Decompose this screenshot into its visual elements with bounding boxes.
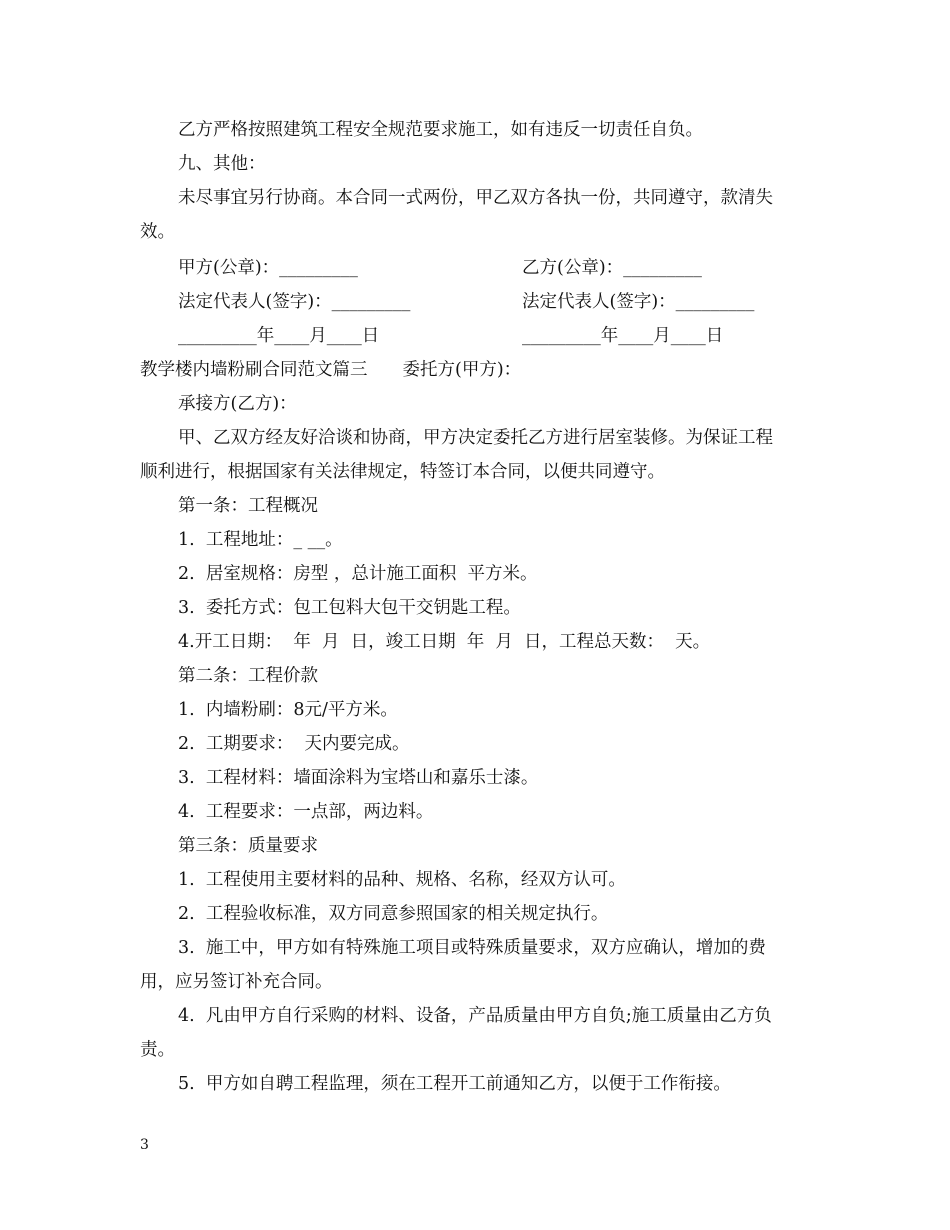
section-heading: 九、其他： (178, 154, 266, 174)
page-number: 3 (140, 1137, 149, 1153)
list-item: 4.开工日期： 年 月 日，竣工日期 年 月 日，工程总天数： 天。 (178, 632, 711, 652)
list-item: 1. 工程地址：_ __。 (178, 530, 343, 550)
list-item: 2. 居室规格：房型 ，总计施工面积 平方米。 (178, 564, 538, 584)
list-item: 4. 工程要求：一点部，两边料。 (178, 802, 434, 822)
list-item: 5. 甲方如自聘工程监理，须在工程开工前通知乙方，以便于工作衔接。 (178, 1074, 731, 1094)
party-b-representative-field: 法定代表人(签字)：_________ (522, 292, 755, 312)
party-b-date-field: _________年____月____日 (522, 326, 724, 346)
list-item: 3. 工程材料：墙面涂料为宝塔山和嘉乐士漆。 (178, 768, 539, 788)
text-line: 甲、乙双方经友好洽谈和协商，甲方决定委托乙方进行居室装修。为保证工程 (178, 428, 773, 448)
section-heading: 第一条：工程概况 (178, 496, 318, 516)
list-item: 1. 内墙粉刷：8元/平方米。 (178, 700, 398, 720)
list-item: 2. 工期要求： 天内要完成。 (178, 734, 410, 754)
party-a-seal-field: 甲方(公章)：_________ (178, 258, 358, 278)
list-item: 3. 施工中，甲方如有特殊施工项目或特殊质量要求，双方应确认，增加的费 (178, 938, 766, 958)
text-line: 承接方(乙方)： (178, 394, 297, 414)
contract-title-line: 教学楼内墙粉刷合同范文篇三 委托方(甲方)： (140, 360, 522, 380)
text-line: 顺利进行，根据国家有关法律规定，特签订本合同，以便共同遵守。 (140, 462, 665, 482)
party-a-date-field: _________年____月____日 (178, 326, 380, 346)
text-line: 效。 (140, 222, 175, 242)
list-item: 4. 凡由甲方自行采购的材料、设备，产品质量由甲方自负;施工质量由乙方负 (178, 1006, 772, 1026)
party-b-seal-field: 乙方(公章)：_________ (522, 258, 702, 278)
list-item: 2. 工程验收标准，双方同意参照国家的相关规定执行。 (178, 904, 609, 924)
text-line: 未尽事宜另行协商。本合同一式两份，甲乙双方各执一份，共同遵守，款清失 (178, 188, 773, 208)
section-heading: 第三条：质量要求 (178, 836, 318, 856)
text-line: 用，应另签订补充合同。 (140, 972, 333, 992)
section-heading: 第二条：工程价款 (178, 666, 318, 686)
text-line: 乙方严格按照建筑工程安全规范要求施工，如有违反一切责任自负。 (178, 120, 703, 140)
list-item: 3. 委托方式：包工包料大包干交钥匙工程。 (178, 598, 521, 618)
text-line: 责。 (140, 1040, 175, 1060)
party-a-representative-field: 法定代表人(签字)：_________ (178, 292, 411, 312)
list-item: 1. 工程使用主要材料的品种、规格、名称，经双方认可。 (178, 870, 626, 890)
